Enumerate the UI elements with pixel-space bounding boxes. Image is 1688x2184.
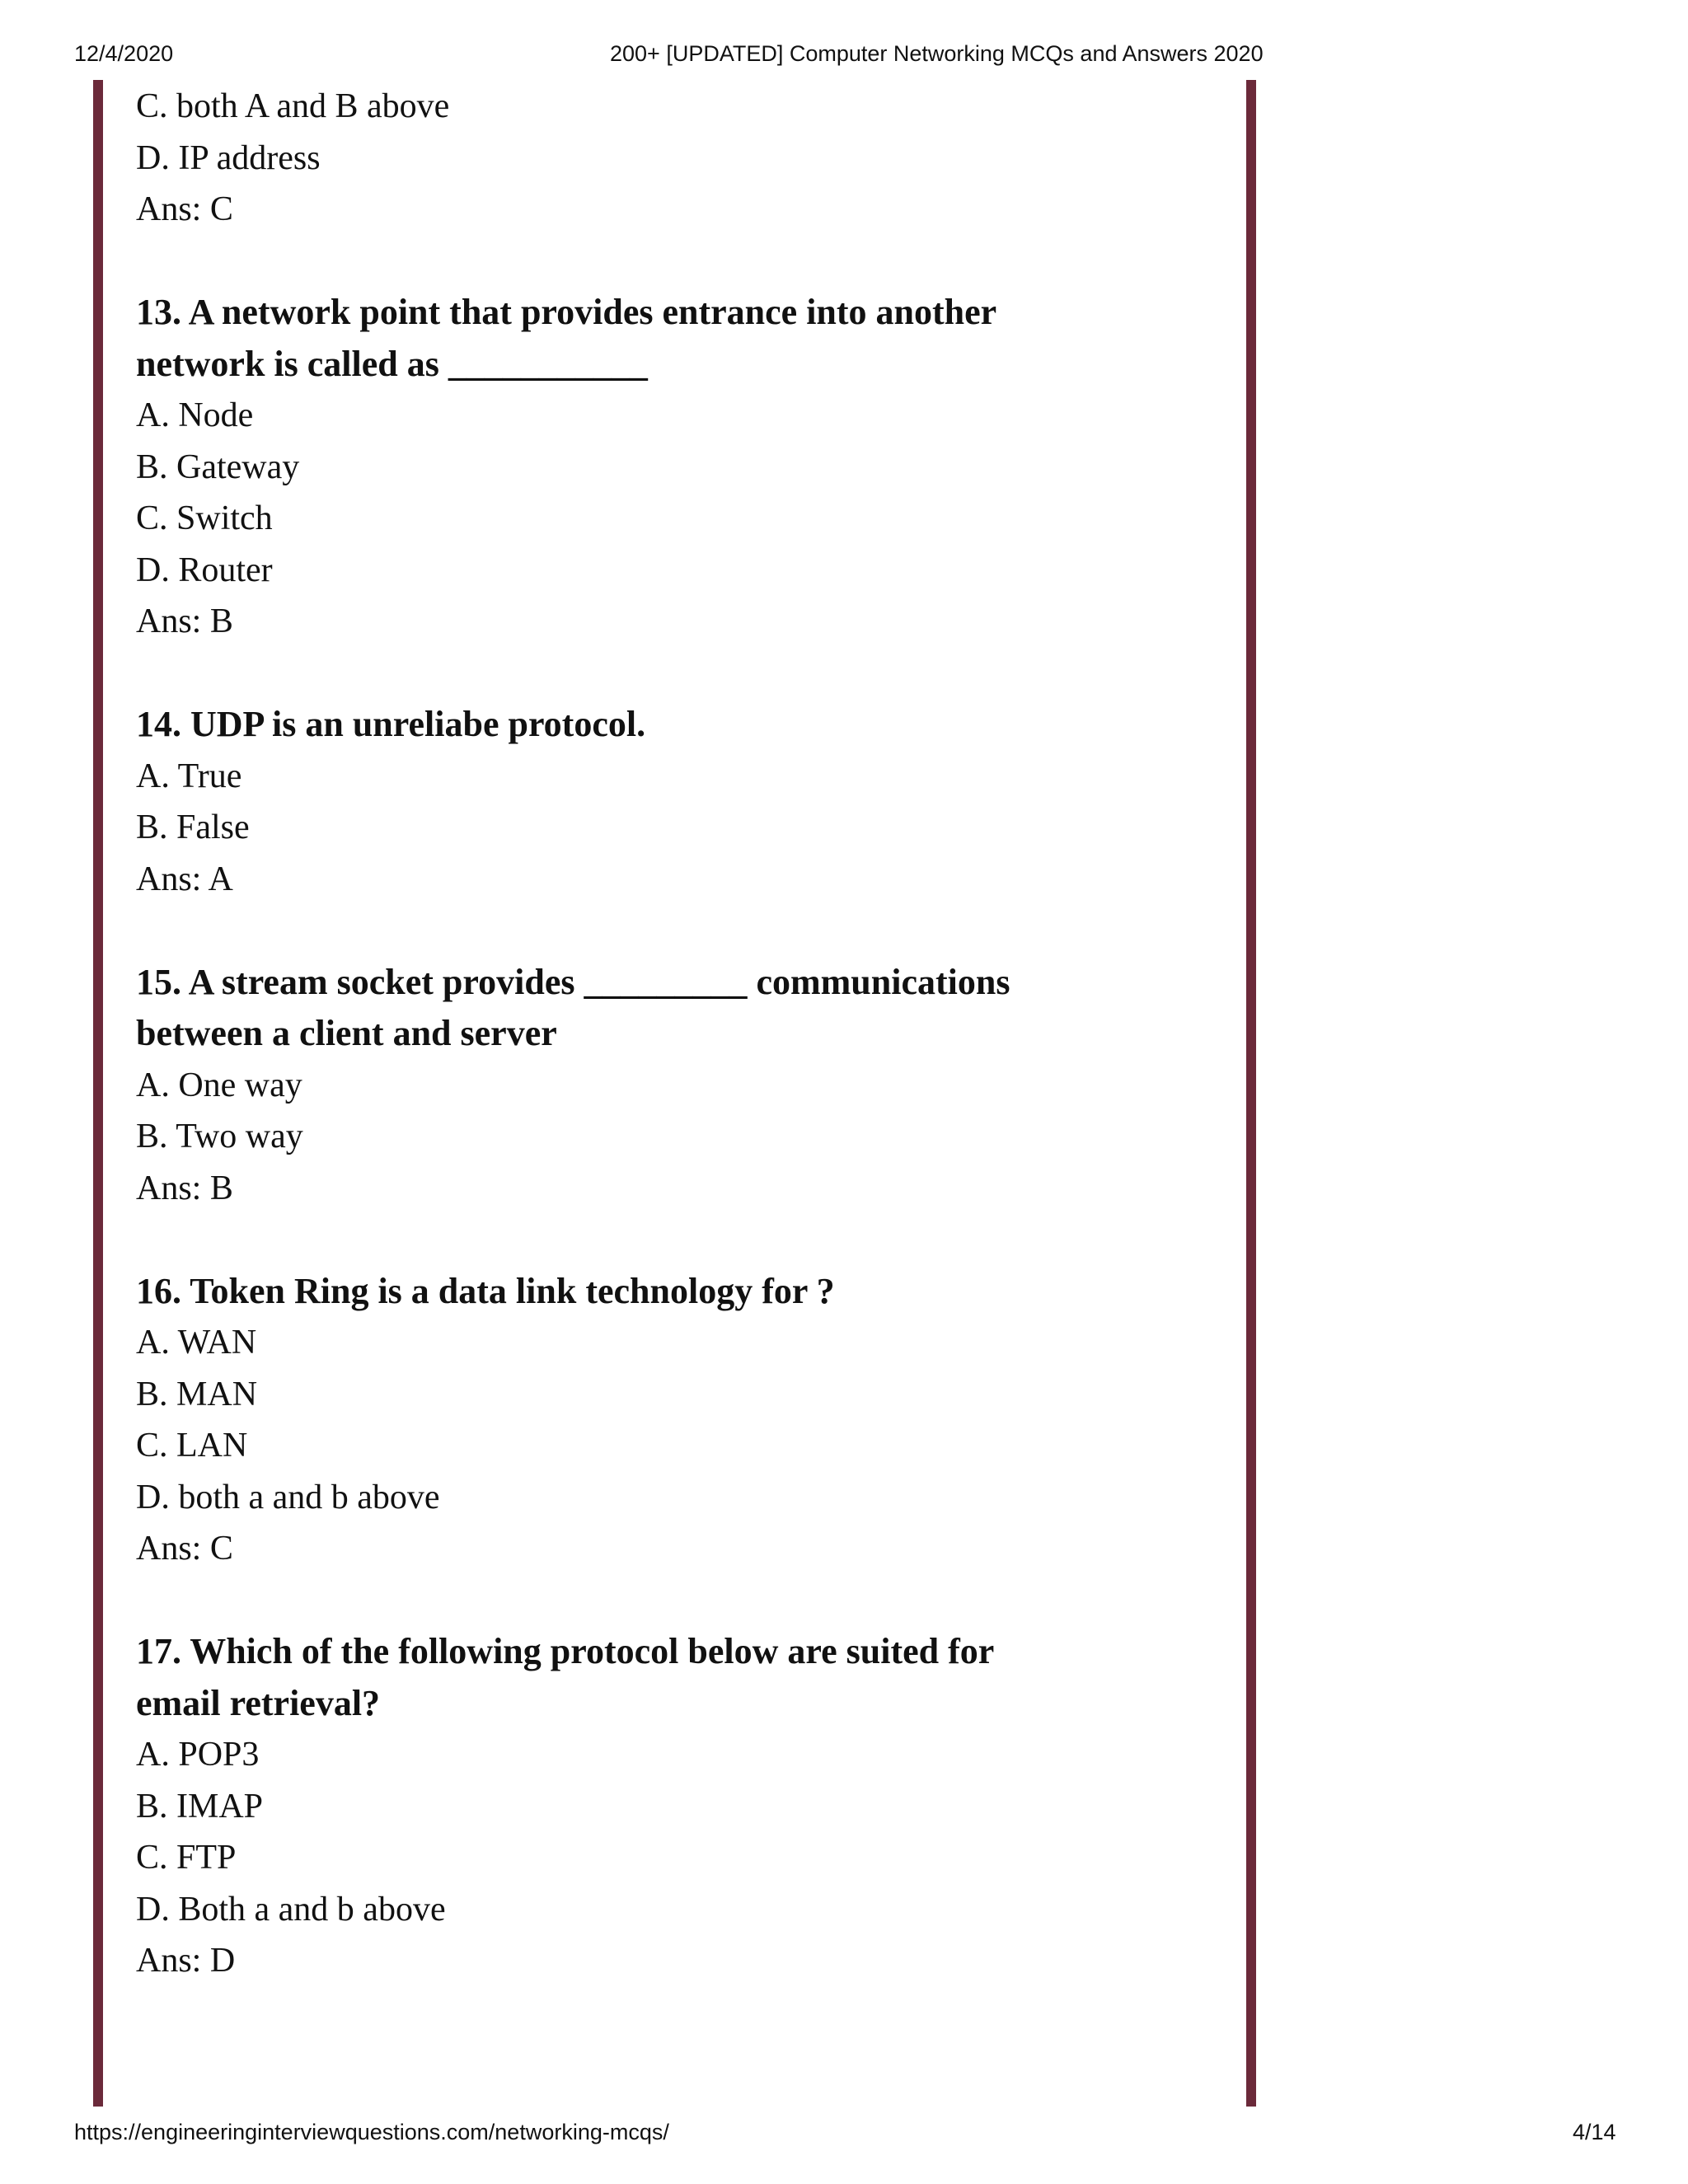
answer-text: Ans: B — [136, 602, 233, 640]
question-block — [136, 1626, 1232, 1987]
question-block — [136, 957, 1232, 1215]
answer-text: Ans: C — [136, 190, 233, 228]
option-text: B. False — [136, 808, 250, 846]
option-text: D. both a and b above — [136, 1478, 440, 1516]
carryover-block — [136, 81, 1232, 236]
question-text: 14. UDP is an unreliabe protocol. — [136, 704, 646, 744]
question-block — [136, 1266, 1232, 1575]
option-text: A. One way — [136, 1066, 302, 1104]
answer-text: Ans: A — [136, 860, 233, 898]
option-text: A. Node — [136, 396, 254, 434]
question-text: 15. A stream socket provides _________ communications — [136, 961, 1010, 1002]
option-text: C. LAN — [136, 1427, 248, 1465]
question-text: network is called as ___________ — [136, 343, 648, 384]
option-text: C. FTP — [136, 1839, 237, 1877]
option-text: B. IMAP — [136, 1787, 264, 1825]
option-text: A. POP3 — [136, 1736, 260, 1774]
option-text: D. IP address — [136, 138, 321, 177]
question-text: email retrieval? — [136, 1682, 381, 1723]
option-text: D. Both a and b above — [136, 1890, 446, 1929]
option-text: B. Two way — [136, 1118, 303, 1155]
option-text: C. Switch — [136, 499, 273, 537]
left-border-bar — [93, 80, 103, 2107]
print-date: 12/4/2020 — [74, 41, 174, 66]
answer-text: Ans: B — [136, 1169, 233, 1207]
right-border-bar — [1246, 80, 1256, 2107]
option-text: C. both A and B above — [136, 87, 450, 125]
page-title: 200+ [UPDATED] Computer Networking MCQs and Answers 2020 — [610, 41, 1264, 66]
question-text: 16. Token Ring is a data link technology for ? — [136, 1270, 835, 1311]
option-text: B. MAN — [136, 1375, 258, 1413]
page-url: https://engineeringinterviewquestions.com/networking-mcqs/ — [74, 2120, 669, 2144]
question-block — [136, 287, 1232, 648]
page-number: 4/14 — [1573, 2120, 1616, 2144]
question-text: 17. Which of the following protocol below are suited for — [136, 1631, 995, 1671]
answer-text: Ans: D — [136, 1942, 236, 1980]
question-text: 13. A network point that provides entrance into another — [136, 292, 997, 332]
mcq-content — [136, 81, 1232, 1987]
option-text: A. WAN — [136, 1324, 257, 1361]
answer-text: Ans: C — [136, 1530, 233, 1568]
question-text: between a client and server — [136, 1013, 557, 1053]
question-block — [136, 699, 1232, 905]
option-text: A. True — [136, 757, 242, 795]
option-text: B. Gateway — [136, 448, 300, 486]
option-text: D. Router — [136, 551, 273, 589]
